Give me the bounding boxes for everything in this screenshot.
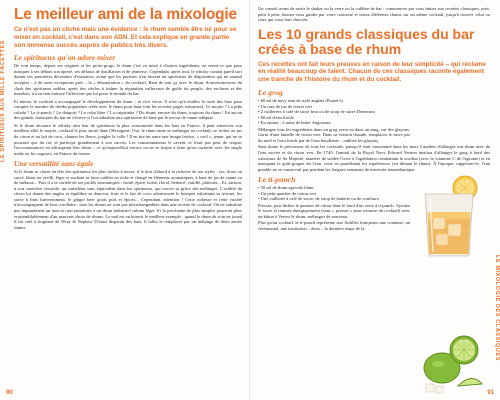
page-number-right: 91 [487, 390, 494, 396]
body-paragraph: Si le rhum se classe en tête des spiritueux les plus faciles à mixer, il le doit d'abord à la richesse de ses styles : sec, doux ou sucré, blanc ou vieilli, léger et suchant se faire oublier en riche et chargé en éléments aromatiques, à base de jus de canne ou de mélasse... Puis il a la variété de ses profils aromatiques : fruité, épicé, boisé, floral, herbacé, vanillé, pâtissier... Et, surtout, à son caractère versatile, un caméléon sans équivalent dans les spiritueux, qui trouve sa grâce des mélanges. L'acidité du citron lui donne des angles et équilibre sa douceur, frais et le lait de coco adoucissent le bouquet valorisant sa texture, les sucre à finis furtivemment, le ginger beer gouts puis et épices... Cependant, attention ! Cette richesse et cette variété n'accompagnent de leur corollaire : tous les rhums ne sont pas interchangeables dans une recette de cocktail. On ne substitue pas impunément un rum ni rum jamaïcain à un rhum industriel cubain léger. Et la prochaine de plus simples pourront plier vraisemblablement d'un mauvais choix de rhums. Le mal est en hourrit le meilleur exemple : quand le rhum de soin ne joued il fut créé à forgéané de Wray & Nephew D'ainsi disparait des bars, il fallut le remplacer par un mélange de deux autres rhums. [14, 169, 242, 230]
recipe-title: Le ti-punch [258, 175, 296, 185]
lime-wedge-icon [458, 378, 482, 386]
section-heading: Le spiritueux qu'on adore mixer [14, 53, 116, 63]
lime-sugar-illustration [418, 328, 486, 396]
left-side-running-head: LE SPIRITUEUX AUX MILLE FACETTES [0, 40, 6, 162]
lime-half-icon [450, 336, 478, 364]
recipe-ti-punch [258, 175, 410, 231]
ingredient-line: • 2 cuillerées à café de sucre brut ou de sirop de sucre Demerara [258, 109, 375, 115]
right-intro-paragraph: Un conseil avant de saisir le shaker ou la verre ou la cuillère de bar : commencez par vous initier aux recettes classiques, puis, petit à petit, laissez-vous guider par votre curiosité et testez différents rhums sur un même cocktail, jusqu'à trouver celui ou ceux qui vous font chavirer. [258, 6, 490, 23]
body-paragraph: De tout temps, depuis ses origines et les proto-grogs, le rhum s'est vu mixé à d'autres ingrédients, ne serait-ce que pour masquer à ses débuts son âpreté, ses défauts de distillation et de jeunesse. Cependant, après tout, le whisky connut pareil sort durant ses premières décennies d'existence, avant que les puristes n'en fassent un spiritueux de dégustation qui ne saurait accepter – à de rares exceptions près – la « dénaturation » du cocktail. Rien de tout ça avec le rhum. Souvenons-nous du clash des spiritueux nobles, après des siècles à traîner la réputation sulfureuse de gnôle du peuple, des esclaves et des matelots, n'a en rien entravé l'affection que lui porte le monde du bar. [14, 63, 242, 97]
body-paragraph: Si le rhum devance le whisky alsa leur de spiritueux la plus consommée dans les bars en France, il peut remercier son meilleur allié le mojito, cocktail le plus siroté dans l'Hexagone. Oui, le rhum aime se mélanger au cocktail, se frotter au jus de citron et au lait de coco, chanter les fleurs, jongler la colle ! Il en tire un autre une image festive, « cool », jeune, qui ne se poursuit que du rot, et participe grandement à son succès. Les consommateurs le savent, et n'ont pas peur de risquer l'accoutumances en affriogeant leur rhum – ce qu'aujourd'hui encore on ne se risque à faire qu'en cachette avec les single malts ou les cognacs, en France du moins. [14, 122, 242, 156]
ingredient-line: • Un petit quartier de citron vert [258, 190, 317, 196]
body-paragraph: Et mieux, le cocktail a accompagné le développement du rhum – et vice versa. Il n'est qu'à étudier la carte des bars pour compter le nombre de drinks populaires créés avec le rhum pour base font les recettes pages suivantes). Le mojito ? La piña colada ? Le ti-punch ? Le daiquiri ? Le cuba libre ? La caipirinha ? Du rhum, encore du rhum, toujours du rhum ! En aucun des grands classiques du bar ne s'écrive si l'on substitue aux spiritueux de base par le nectar de canne adéquat. [14, 98, 242, 121]
left-page-title: Le meilleur ami de la mixologie [14, 6, 237, 23]
ingredient-line: • 50 ml de rhum agricole blanc [258, 185, 315, 191]
right-side-running-head: LE MIXOLOGIE DES CLASSIQUES [494, 255, 500, 362]
section-heading: Une versatilité sans égale [14, 159, 94, 169]
ingredient-line: • Une cuillerée à café de sucre, de sirop de batterie ou de confiture [258, 196, 379, 202]
grog-glass-illustration [415, 172, 487, 260]
ingredient-line: • En option : 2 traits de bitter Angostura [258, 120, 331, 126]
left-page-lede: Ce n'est pas un cliché mais une évidence : le rhum semble être né pour se mixer en cocktail, c'est dans son ADN. Et cela explique en grande partie son immense succès auprès de publics très divers. [14, 26, 237, 49]
recipe-method: Mélangez tous les ingrédients dans un grog verre ou dans un mug, sur des glaçons. Garni d'une lamelle de citron vert. Dans sa version chaude, remplacez le sucre par du miel et l'eau froide par de l'eau bouillante – oubliez les glaçons. [258, 126, 410, 143]
right-page-lede: Ces recettes ont fait leurs preuves en raison de leur simplicité – qui réclame en réalité beaucoup de talent. Chacun de ces classiques raconte également une tranche de l'histoire du rhum et du cocktail. [258, 60, 486, 84]
recipe-history: Sans doute le précurseur de tous les cocktails, puisqu'il était consommé dans les mers Caraïbes d'allonger son rhum avec de l'eau sucrée et du citron vert. En 1740, l'amiral de la Royal Navy Edward Vernon institua d'allonger le grog à bord des vaisseaux de Sa Majesté, manière de soldée l'ivrie à l'agrédation combattant le scorbut (avec la vitamine C de l'agrume) et en masquant le goût-grogue du l'eau, voué en paraffinant les expériences (en diluant le rhum). À l'époque, rappelons-le, l'eau potable ne se conservait pas pendant les longues semaines de traversée transatlantique. [258, 144, 490, 172]
recipe-history: Plus qu'un cocktail, le ti-punch représente aux Antilles françaises une coutume, un cérémonial, une institution – deux – la dernière étape de la [258, 220, 410, 231]
recipe-title: Le grog [258, 88, 283, 98]
recipe-grog [258, 88, 410, 143]
page-number-left: 90 [6, 390, 13, 396]
ingredient-line: • 60 ml de navy rum de style anglais (Pusser's) [258, 98, 343, 104]
ingredient-line: • 60 ml d'eau froide [258, 114, 294, 120]
sugar-cube-icon [426, 384, 443, 393]
ingredient-line: • Un trait de jus de citron vert [258, 103, 312, 109]
right-page-heading: Les 10 grands classiques du bar créés à base de rhum [258, 25, 475, 58]
recipe-method: Pressez, puis lâchez le quartier de citron dans le fond d'un verre à ti-punch. Ajoutez le sucre et remuez énergiquement (sans « presser » pour extraire du cocktail) avec un bâton à Versez le rhum, mélangez de nouveau. [258, 202, 410, 219]
left-page-content [14, 6, 242, 232]
